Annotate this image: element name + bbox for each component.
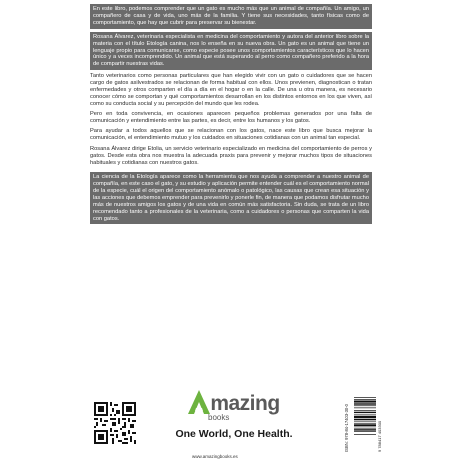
qr-code-icon [94, 402, 136, 444]
barcode-bar [354, 405, 376, 406]
body-paragraph: Rosana Álvarez dirige Etolia, un servicio veterinario especializado en medicina del comportamiento de perros y gatos. Desde esta obra nos muestra la adecuada praxis para prevenir y mejorar muchos tipos de situaciones habituales y cotidianas con nuestros gatos. [90, 146, 372, 167]
publisher-tagline: One World, One Health. [175, 428, 293, 440]
barcode-icon [354, 396, 382, 452]
publisher-website: www.amazingbooks.es [192, 454, 238, 459]
barcode-bar [354, 399, 376, 400]
barcode-bar [354, 431, 376, 432]
barcode-bar [354, 424, 376, 426]
body-paragraph: Tanto veterinarios como personas particulares que han elegido vivir con un gato o cuidadores que se hacen cargo de gatos asilvestrados se relacionan de forma habitual con ellos. Unos previenen, diagnostican o tratan enfermedades y otros comparten el día a día en el hogar o en la calle. De una u otra manera, es necesario conocer cómo se comportan y qué comportamientos desarrollan en los distintos entornos en los que viven, así como su conducta social y su percepción del mundo que les rodea. [90, 73, 372, 107]
barcode-bar [354, 421, 376, 422]
author-paragraph: Rosana Álvarez, veterinaria especialista en medicina del comportamiento y autora del anterior libro sobre la materia con el título Etología canina, nos lo enseña en su nueva obra. Un gato es un animal que tiene un lenguaje propio para comunicarse, como especie posee unos comportamientos característicos que lo hacen único y a veces incomprendido. Un animal que está superando al perro como compañero preferido a la hora de compartir nuestras vidas. [90, 32, 372, 71]
intro-paragraph: En este libro, podemos comprender que un gato es mucho más que un animal de compañía. Un amigo, un compañero de casa y de vida, uno más de la familia. Y tiene sus necesidades, tanto físicas como de comportamiento, que hay que cubrir para preservar su bienestar. [90, 4, 372, 29]
summary-paragraph: La ciencia de la Etología aparece como la herramienta que nos ayuda a comprender a nuestro animal de compañía, en este caso el gato, y su estudio y aplicación permite entender cuál es el comportamiento normal de la especie, cuál el origen del comportamiento anómalo o patológico, las causas que crean esa situación y las acciones que debemos emprender para prevenirlo y ponerle fin, de manera que podamos disfrutar mucho más de nuestros amigos los gatos y de una vida en común más satisfactoria. Sin duda, se trata de un libro recomendado tanto a profesionales de la veterinaria, como a cuidadores o personas que comparten la vida con gatos. [90, 172, 372, 224]
barcode-bar [354, 401, 376, 403]
back-cover-text [90, 4, 372, 227]
barcode-bar [354, 415, 376, 416]
barcode-bar [354, 412, 376, 413]
barcode-bar [354, 403, 376, 404]
amazing-books-logo-icon [188, 390, 210, 414]
barcode-bar [354, 419, 376, 420]
publisher-logo [164, 390, 304, 440]
isbn-text [341, 396, 351, 452]
barcode-bar [354, 397, 376, 398]
barcode-bar [354, 423, 376, 424]
isbn-label: ISBN: 978-84-17403-30-0 [344, 404, 349, 452]
barcode-bar [354, 428, 376, 429]
body-paragraph: Pero en toda convivencia, en ocasiones aparecen pequeños problemas generados por una falta de comunicación y entendimiento entre las partes, es decir, entre los humanos y los gatos. [90, 110, 372, 124]
barcode-bar [354, 416, 376, 418]
barcode-bar [354, 410, 376, 411]
barcode-number: 9 788417 403300 [377, 420, 382, 452]
barcode-bar [354, 434, 376, 435]
barcode-bar [354, 408, 376, 409]
logo-sub: books [208, 413, 230, 422]
logo-word: mazing [210, 392, 280, 415]
body-paragraph: Para ayudar a todos aquellos que se relacionan con los gatos, nace este libro que busca mejorar la comunicación, el entendimiento mutuo y los cuidados en situaciones cotidianas con un animal tan especial. [90, 127, 372, 141]
barcode-bar [354, 429, 376, 430]
